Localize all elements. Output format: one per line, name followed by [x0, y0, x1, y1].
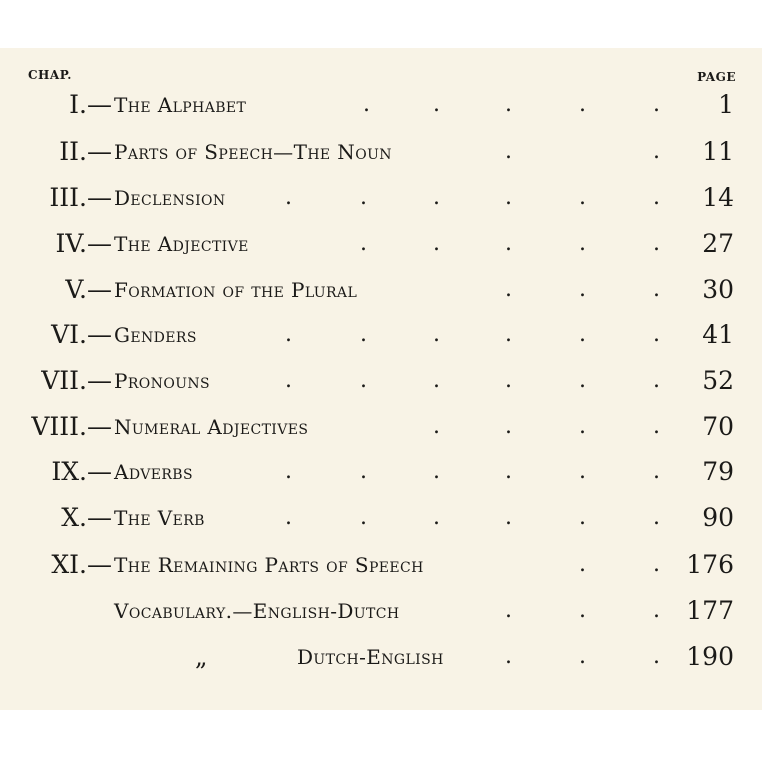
vocabulary-title: Vocabulary.—English-Dutch	[114, 599, 400, 623]
chapter-number: II.—	[59, 137, 112, 166]
page-number: 52	[702, 366, 734, 395]
chapter-number: VI.—	[51, 320, 112, 349]
table-of-contents-page	[0, 48, 762, 710]
page-number: 176	[686, 550, 734, 579]
chapter-title: Formation of the Plural	[114, 278, 358, 302]
page-number: 70	[702, 412, 734, 441]
chapter-number: XI.—	[51, 550, 112, 579]
chapter-number: IV.—	[55, 229, 112, 258]
chapter-title: Declension	[114, 186, 226, 210]
page-column-header: PAGE	[697, 70, 736, 84]
toc-entry: XI.— The Remaining Parts of Speech . . 176	[0, 545, 762, 585]
chapter-title: Parts of Speech—The Noun	[114, 140, 392, 164]
vocabulary-title: Dutch-English	[297, 645, 444, 669]
page-number: 90	[702, 503, 734, 532]
chapter-title: The Remaining Parts of Speech	[114, 553, 424, 577]
page-number: 1	[718, 90, 734, 119]
toc-entry: I.— The Alphabet . . . . . 1	[0, 85, 762, 125]
toc-entry: IX.— Adverbs . . . . . . 79	[0, 452, 762, 492]
chapter-title: The Adjective	[114, 232, 249, 256]
chapter-title: Genders	[114, 323, 197, 347]
chapter-title: The Verb	[114, 506, 205, 530]
page-number: 30	[702, 275, 734, 304]
page-number: 14	[702, 183, 734, 212]
ditto-mark: „	[195, 643, 208, 671]
toc-entry: X.— The Verb . . . . . . 90	[0, 498, 762, 538]
chapter-title: Numeral Adjectives	[114, 415, 309, 439]
chapter-number: V.—	[65, 275, 112, 304]
chapter-number: III.—	[49, 183, 112, 212]
page-number: 11	[702, 137, 734, 166]
chapter-column-header: CHAP.	[28, 68, 72, 82]
chapter-number: VIII.—	[31, 412, 112, 441]
chapter-number: IX.—	[51, 457, 112, 486]
toc-entry: Vocabulary.—English-Dutch . . . 177	[0, 591, 762, 631]
toc-entry: V.— Formation of the Plural . . . 30	[0, 270, 762, 310]
toc-entry: VII.— Pronouns . . . . . . 52	[0, 361, 762, 401]
chapter-number: VII.—	[41, 366, 112, 395]
chapter-number: X.—	[61, 503, 112, 532]
toc-entry: III.— Declension . . . . . . 14	[0, 178, 762, 218]
toc-entry: „ Dutch-English . . . 190	[0, 637, 762, 677]
page-number: 41	[702, 320, 734, 349]
chapter-title: Pronouns	[114, 369, 211, 393]
toc-entry: II.— Parts of Speech—The Noun . . 11	[0, 132, 762, 172]
toc-entry: VI.— Genders . . . . . . 41	[0, 315, 762, 355]
toc-entry: IV.— The Adjective . . . . . 27	[0, 224, 762, 264]
chapter-title: The Alphabet	[114, 93, 247, 117]
chapter-number: I.—	[69, 90, 112, 119]
page-number: 190	[686, 642, 734, 671]
page-number: 27	[702, 229, 734, 258]
toc-entry: VIII.— Numeral Adjectives . . . . 70	[0, 407, 762, 447]
page-number: 79	[702, 457, 734, 486]
page-number: 177	[686, 596, 734, 625]
chapter-title: Adverbs	[114, 460, 193, 484]
